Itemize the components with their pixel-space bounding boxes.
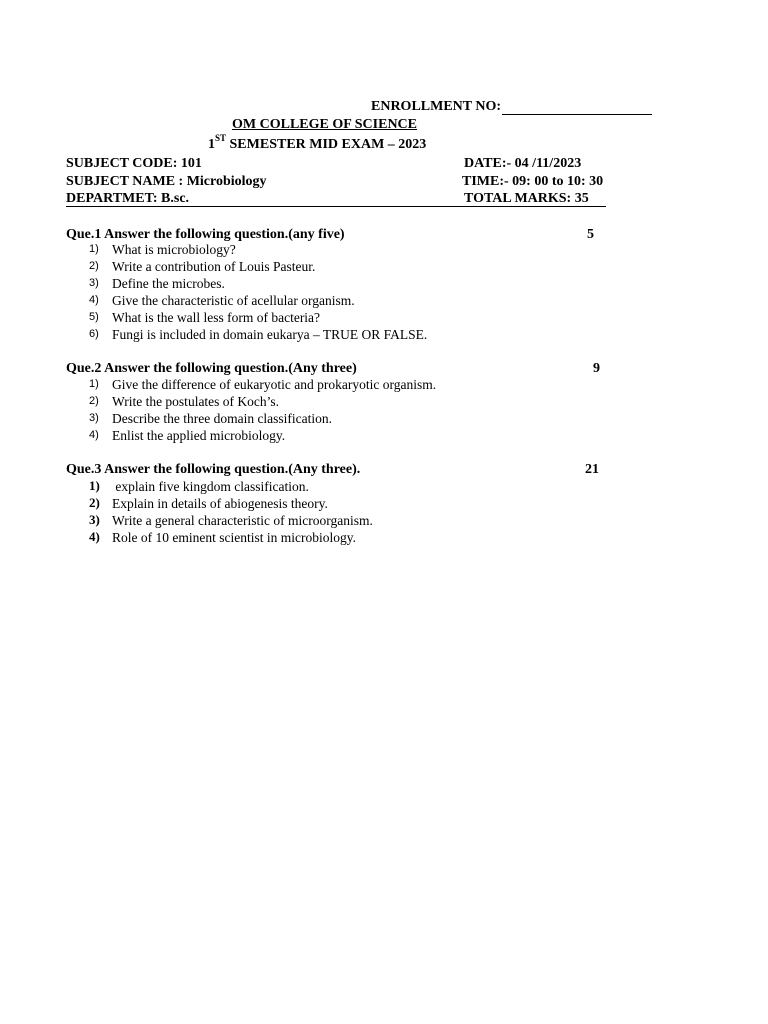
q1-item-number: 5) <box>89 311 99 323</box>
q1-item-number: 2) <box>89 260 99 272</box>
q1-item-text: Give the characteristic of acellular organism. <box>112 293 355 308</box>
q2-item-text: Enlist the applied microbiology. <box>112 428 286 443</box>
q1-item-number: 6) <box>89 328 99 340</box>
subject-code: SUBJECT CODE: 101 <box>66 156 202 171</box>
q3-item-number: 4) <box>89 529 100 544</box>
question-2-title: Que.2 Answer the following question.(Any three) <box>66 361 357 376</box>
q1-item-text: Define the microbes. <box>112 276 225 291</box>
q1-item-text: Write a contribution of Louis Pasteur. <box>112 259 316 274</box>
q3-item-text: explain five kingdom classification. <box>112 479 309 494</box>
exam-time: TIME:- 09: 00 to 10: 30 <box>462 174 604 189</box>
q3-item-text: Explain in details of abiogenesis theory. <box>112 496 328 511</box>
q2-item-number: 1) <box>89 378 99 390</box>
question-1-marks: 5 <box>587 227 594 242</box>
college-name: OM COLLEGE OF SCIENCE <box>232 117 418 132</box>
q2-item-text: Write the postulates of Koch’s. <box>112 394 280 409</box>
total-marks: TOTAL MARKS: 35 <box>464 191 589 206</box>
q1-item-text: What is microbiology? <box>112 242 236 257</box>
q2-item-number: 2) <box>89 395 99 407</box>
department: DEPARTMET: B.sc. <box>66 191 190 206</box>
q2-item-number: 4) <box>89 429 99 441</box>
q1-item-text: Fungi is included in domain eukarya – TRUE OR FALSE. <box>112 327 428 342</box>
q3-item-number: 3) <box>89 512 100 527</box>
enrollment-label: ENROLLMENT NO: <box>371 98 652 115</box>
q2-item-number: 3) <box>89 412 99 424</box>
q2-item-text: Describe the three domain classification. <box>112 411 333 426</box>
question-1-title: Que.1 Answer the following question.(any five) <box>66 227 345 242</box>
q1-item-text: What is the wall less form of bacteria? <box>112 310 321 325</box>
q1-item-number: 4) <box>89 294 99 306</box>
subject-name: SUBJECT NAME : Microbiology <box>66 174 267 189</box>
q3-item-number: 2) <box>89 495 100 510</box>
q3-item-text: Role of 10 eminent scientist in microbiology. <box>112 530 356 545</box>
enrollment-blank-line <box>502 101 652 115</box>
exam-date: DATE:- 04 /11/2023 <box>464 156 582 171</box>
q3-item-text: Write a general characteristic of microorganism. <box>112 513 373 528</box>
q2-item-text: Give the difference of eukaryotic and prokaryotic organism. <box>112 377 437 392</box>
question-2-marks: 9 <box>593 361 600 376</box>
question-3-title: Que.3 Answer the following question.(Any three). <box>66 462 361 477</box>
q1-item-number: 1) <box>89 243 99 255</box>
q1-item-number: 3) <box>89 277 99 289</box>
q3-item-number: 1) <box>89 478 100 493</box>
question-3-marks: 21 <box>585 462 599 477</box>
exam-title: 1ST SEMESTER MID EXAM – 2023 <box>208 133 427 152</box>
